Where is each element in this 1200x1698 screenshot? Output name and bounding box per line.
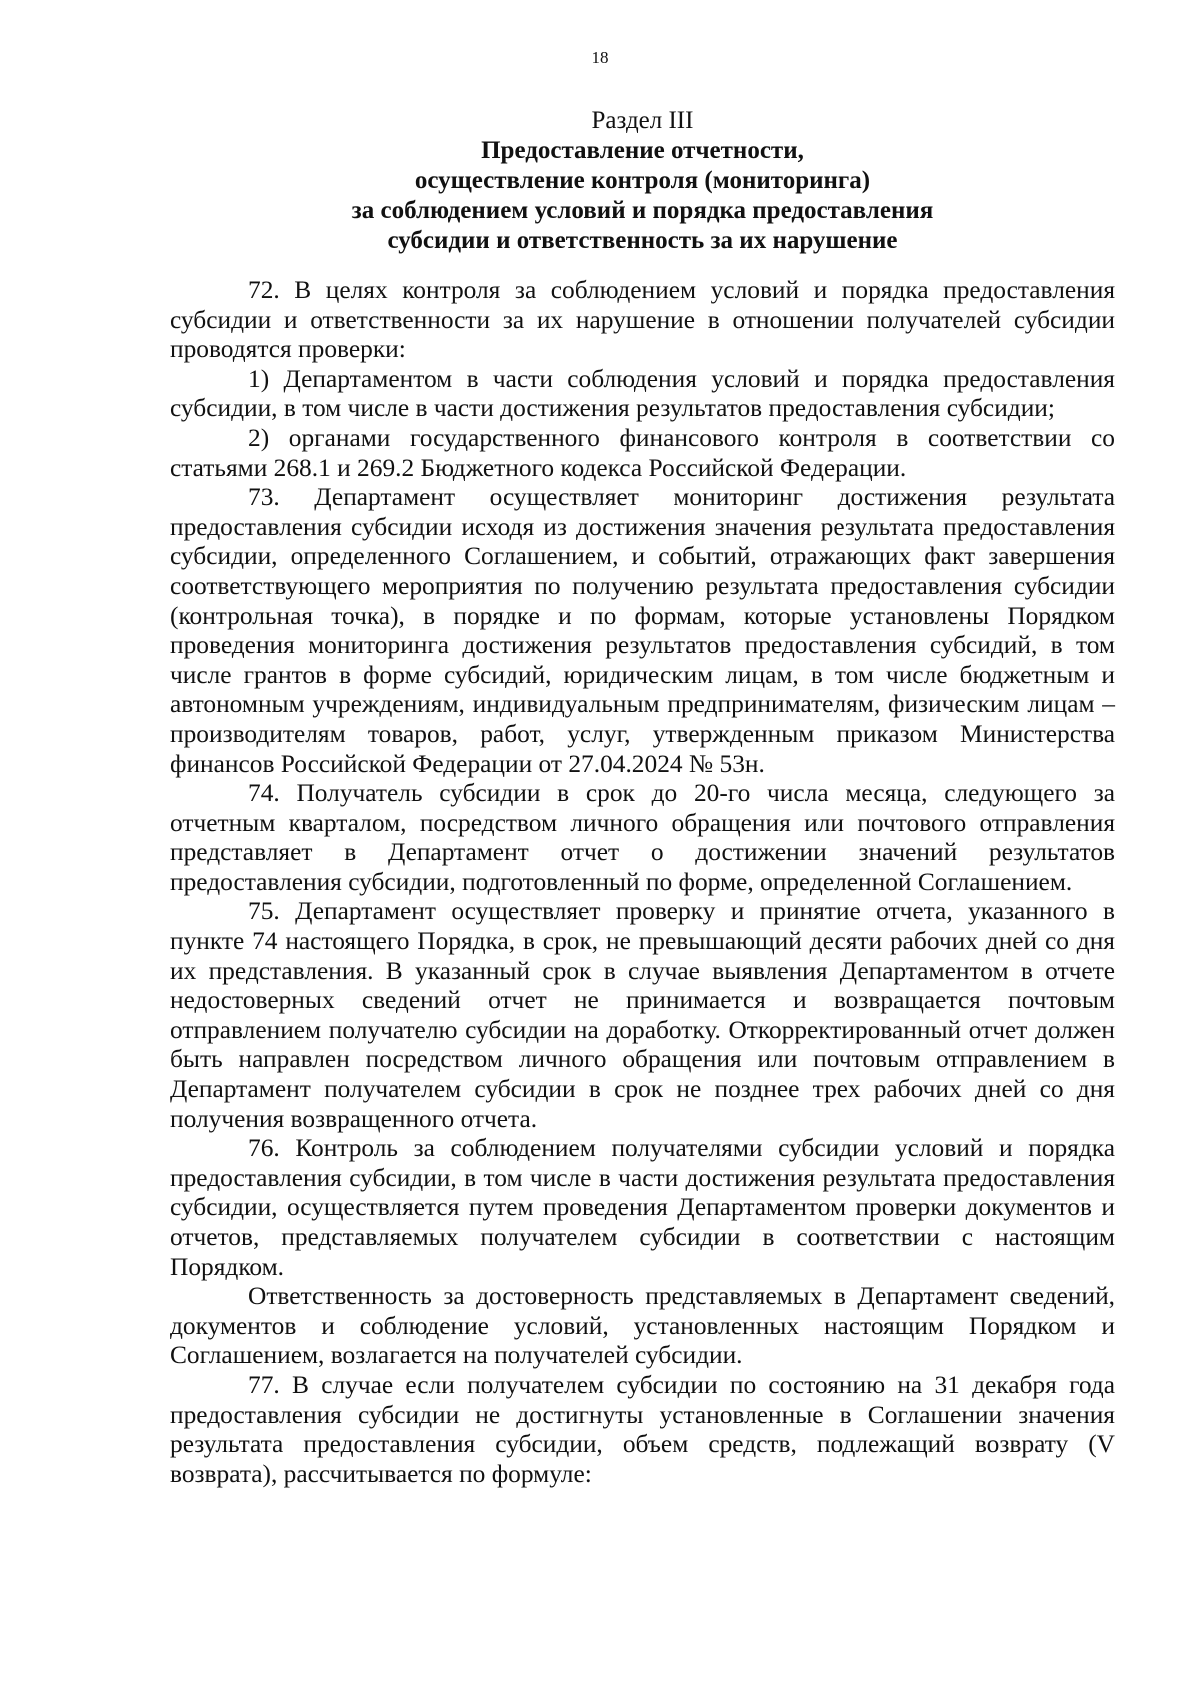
paragraph-73: 73. Департамент осуществляет мониторинг достижения результата предоставления субсидии исходя из достижения значения результата предоставления субсидии, определенного Соглашением, и событий, отражающих факт завершения соответствующего мероприятия по получению результата предоставления субсидии (контрольная точка), в порядке и по формам, которые установлены Порядком проведения мониторинга достижения результатов предоставления субсидий, в том числе грантов в форме субсидий, юридическим лицам, в том числе бюджетным и автономным учреждениям, индивидуальным предпринимателям, физическим лицам – производителям товаров, работ, услуг, утвержденным приказом Министерства финансов Российской Федерации от 27.04.2024 № 53н. [170,483,1115,778]
document-body [170,276,1115,1489]
paragraph-76: 76. Контроль за соблюдением получателями субсидии условий и порядка предоставления субсидии, в том числе в части достижения результата предоставления субсидии, осуществляется путем проведения Департаментом проверки документов и отчетов, представляемых получателем субсидии в соответствии с настоящим Порядком. [170,1134,1115,1281]
paragraph-74: 74. Получатель субсидии в срок до 20-го числа месяца, следующего за отчетным кварталом, посредством личного обращения или почтового отправления представляет в Департамент отчет о достижении значений результатов предоставления субсидии, подготовленный по форме, определенной Соглашением. [170,779,1115,896]
section-title-line: осуществление контроля (мониторинга) [414,167,871,194]
paragraph-72: 72. В целях контроля за соблюдением условий и порядка предоставления субсидии и ответственности за их нарушение в отношении получателей субсидии проводятся проверки: [170,276,1115,364]
section-title-line: субсидии и ответственность за их нарушение [387,227,898,254]
page-number: 18 [591,48,609,67]
paragraph-72-item-2: 2) органами государственного финансового контроля в соответствии со статьями 268.1 и 269.2 Бюджетного кодекса Российской Федерации. [170,423,1115,482]
paragraph-77: 77. В случае если получателем субсидии по состоянию на 31 декабря года предоставления субсидии не достигнуты установленные в Соглашении значения результата предоставления субсидии, объем средств, подлежащий возврату (V возврата), рассчитывается по формуле: [170,1370,1115,1488]
paragraph-responsibility: Ответственность за достоверность представляемых в Департамент сведений, документов и соблюдение условий, установленных настоящим Порядком и Соглашением, возлагается на получателей субсидии. [170,1282,1115,1370]
section-title-line: за соблюдением условий и порядка предоставления [351,197,934,224]
paragraph-75: 75. Департамент осуществляет проверку и принятие отчета, указанного в пункте 74 настоящего Порядка, в срок, не превышающий десяти рабочих дней со дня их представления. В указанный срок в случае выявления Департаментом в отчете недостоверных сведений отчет не принимается и возвращается почтовым отправлением получателю субсидии на доработку. Откорректированный отчет должен быть направлен посредством личного обращения или почтовым отправлением в Департамент получателем субсидии в срок не позднее трех рабочих дней со дня получения возвращенного отчета. [170,897,1115,1133]
section-heading [170,106,1115,256]
section-title-line: Предоставление отчетности, [481,137,804,164]
section-label: Раздел III [591,107,694,134]
paragraph-72-item-1: 1) Департаментом в части соблюдения условий и порядка предоставления субсидии, в том числе в части достижения результатов предоставления субсидии; [170,364,1115,423]
